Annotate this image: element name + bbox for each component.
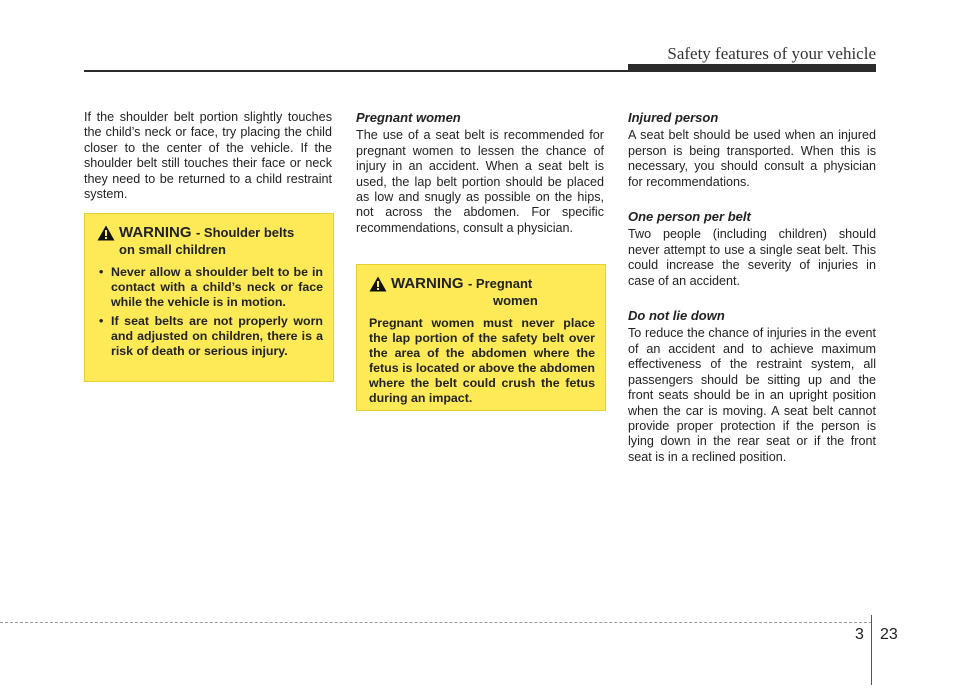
warning-label: WARNING xyxy=(119,224,192,241)
column-left xyxy=(84,110,332,202)
column-middle xyxy=(356,110,604,236)
warning-box-shoulder-belts xyxy=(84,213,334,382)
warning-title-line2: women xyxy=(493,293,538,308)
column-right xyxy=(628,110,876,465)
warning-title-line1: - Pregnant xyxy=(467,276,533,291)
warning-title xyxy=(97,224,323,257)
footer-rule xyxy=(0,622,872,623)
warning-triangle-icon xyxy=(369,276,387,292)
section-heading-do-not-lie-down: Do not lie down xyxy=(628,308,725,324)
injured-person-paragraph: A seat belt should be used when an injured person is being transported. When this is necessary, you should consult a physician for recommendations. xyxy=(628,128,876,189)
warning-item: • If seat belts are not properly worn and adjusted on children, there is a risk of death or serious injury. xyxy=(97,314,323,359)
pregnant-women-paragraph: The use of a seat belt is recommended for pregnant women to lessen the chance of injury in an accident. When a seat belt is used, the lap belt portion should be placed as low and snugly as possible on the hips, not across the abdomen. For specific recommendations, consult a physician. xyxy=(356,128,604,235)
header-title: Safety features of your vehicle xyxy=(667,44,876,63)
section-heading-injured-person: Injured person xyxy=(628,110,719,125)
warning-list xyxy=(97,265,323,359)
warning-item: • Never allow a shoulder belt to be in contact with a child’s neck or face while the vehicle is in motion. xyxy=(97,265,323,310)
page-number-divider xyxy=(871,615,872,685)
page-number: 23 xyxy=(880,626,898,643)
section-heading-pregnant-women: Pregnant women xyxy=(356,110,461,125)
warning-title-line2: on small children xyxy=(119,242,226,257)
one-person-per-belt-paragraph: Two people (including children) should never attempt to use a single seat belt. This could increase the severity of injuries in case of an accident. xyxy=(628,227,876,288)
chapter-number: 3 xyxy=(855,626,864,643)
warning-title-line1: - Shoulder belts xyxy=(195,225,295,240)
header-rule-accent xyxy=(628,64,876,72)
section-heading-one-person-per-belt: One person per belt xyxy=(628,209,751,225)
warning-box-pregnant-women xyxy=(356,264,606,411)
warning-triangle-icon xyxy=(97,225,115,241)
warning-body: Pregnant women must never place the lap portion of the safety belt over the area of the abdomen where the fetus is located or above the abdomen where the belt could crush the fetus during an impact. xyxy=(369,316,595,405)
intro-paragraph: If the shoulder belt portion slightly touches the child’s neck or face, try placing the child closer to the center of the vehicle. If the shoulder belt still touches their face or neck they need to be returned to a child restraint system. xyxy=(84,110,332,202)
do-not-lie-down-paragraph: To reduce the chance of injuries in the event of an accident and to achieve maximum effectiveness of the restraint system, all passengers should be sitting up and the front seats should be in an upright position when the car is moving. A seat belt cannot provide proper protection if the person is lying down in the rear seat or if the front seat is in a reclined position. xyxy=(628,326,876,464)
warning-title xyxy=(369,275,595,308)
warning-label: WARNING xyxy=(391,275,464,292)
